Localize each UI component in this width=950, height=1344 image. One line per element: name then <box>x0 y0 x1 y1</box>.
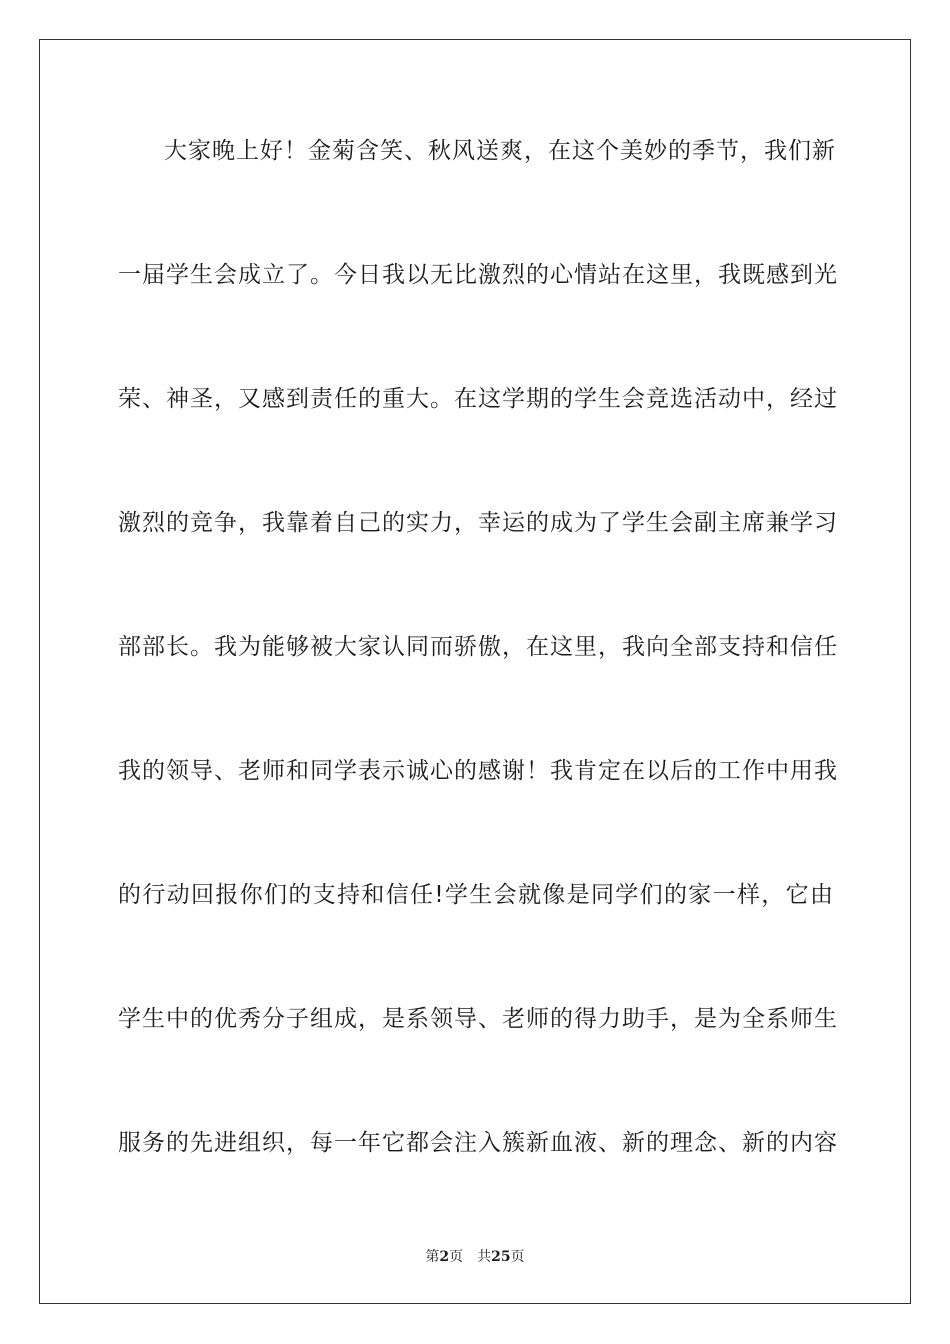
page-footer <box>0 1247 950 1267</box>
total-pages: 25 <box>491 1249 511 1265</box>
body-line-6: 我的领导、老师和同学表示诚心的感谢！我肯定在以后的工作中用我 <box>118 758 838 784</box>
total-unit: 页 <box>510 1249 525 1265</box>
body-line-8: 学生中的优秀分子组成，是系领导、老师的得力助手，是为全系师生 <box>118 1006 838 1032</box>
body-line-2: 一届学生会成立了。今日我以无比激烈的心情站在这里，我既感到光 <box>118 262 838 288</box>
page-border <box>39 39 911 1304</box>
total-prefix: 共 <box>477 1249 492 1265</box>
body-line-4: 激烈的竞争，我靠着自己的实力，幸运的成为了学生会副主席兼学习 <box>118 510 838 536</box>
page-number: 2 <box>439 1249 450 1265</box>
page-prefix: 第 <box>425 1249 440 1265</box>
body-line-3: 荣、神圣，又感到责任的重大。在这学期的学生会竞选活动中，经过 <box>118 386 838 412</box>
body-line-9: 服务的先进组织，每一年它都会注入簇新血液、新的理念、新的内容 <box>118 1130 838 1156</box>
body-line-7: 的行动回报你们的支持和信任!学生会就像是同学们的家一样，它由 <box>118 882 834 908</box>
body-line-1: 大家晚上好！金菊含笑、秋风送爽，在这个美妙的季节，我们新 <box>164 138 836 164</box>
body-line-5: 部部长。我为能够被大家认同而骄傲，在这里，我向全部支持和信任 <box>118 634 838 660</box>
page-unit: 页 <box>449 1249 464 1265</box>
